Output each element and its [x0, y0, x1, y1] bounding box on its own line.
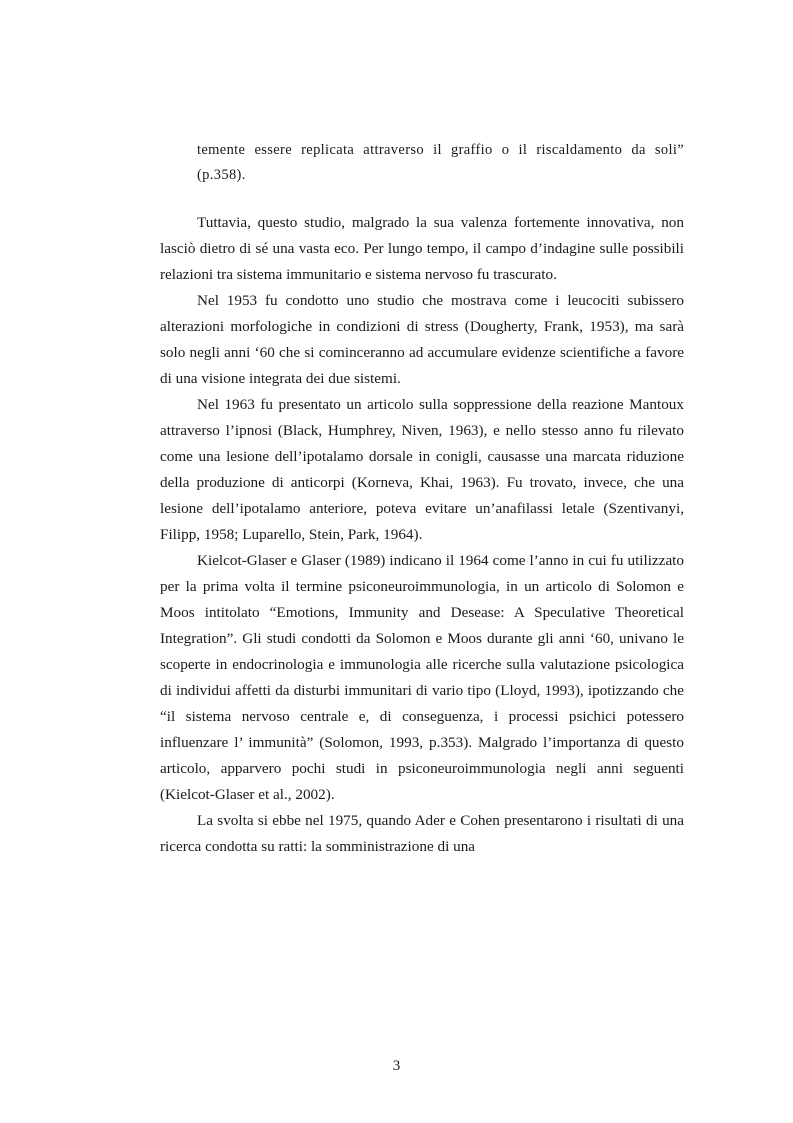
- paragraph: Nel 1963 fu presentato un articolo sulla soppressione della reazione Mantoux attraverso l’ipnosi (Black, Humphrey, Niven, 1963), e nello stesso anno fu rilevato come una lesione dell’ipotalamo dorsale in conigli, causasse una marcata riduzione della produzione di anticorpi (Korneva, Khai, 1963). Fu trovato, invece, che una lesione dell’ipotalamo anteriore, poteva evitare un’anafilassi letale (Szentivanyi, Filipp, 1958; Luparello, Stein, Park, 1964).: [160, 396, 684, 543]
- paragraph: Nel 1953 fu condotto uno studio che mostrava come i leucociti subissero alterazioni morfologiche in condizioni di stress (Dougherty, Frank, 1953), ma sarà solo negli anni ‘60 che si cominceranno ad accumulare evidenze scientifiche a favore di una visione integrata dei due sistemi.: [160, 292, 684, 387]
- paragraph: Kielcot-Glaser e Glaser (1989) indicano il 1964 come l’anno in cui fu utilizzato per la prima volta il termine psiconeuroimmunologia, in un articolo di Solomon e Moos intitolato “Emotions, Immunity and Desease: A Speculative Theoretical Integration”. Gli studi condotti da Solomon e Moos durante gli anni ‘60, univano le scoperte in endocrinologia e immunologia alle ricerche sulla valutazione psicologica di individui affetti da disturbi immunitari di vario tipo (Lloyd, 1993), ipotizzando che “il sistema nervoso centrale e, di conseguenza, i processi psichici potessero influenzare l’ immunità” (Solomon, 1993, p.353). Malgrado l’importanza di questo articolo, apparvero pochi studi in psiconeuroimmunologia negli anni seguenti (Kielcot-Glaser et al., 2002).: [160, 552, 684, 803]
- body-text: [160, 210, 684, 860]
- paragraph: Tuttavia, questo studio, malgrado la sua valenza fortemente innovativa, non lasciò dietro di sé una vasta eco. Per lungo tempo, il campo d’indagine sulle possibili relazioni tra sistema immunitario e sistema nervoso fu trascurato.: [160, 214, 684, 283]
- paragraph: La svolta si ebbe nel 1975, quando Ader e Cohen presentarono i risultati di una ricerca condotta su ratti: la somministrazione di una: [160, 812, 684, 855]
- page-number: 3: [392, 1058, 401, 1074]
- block-quote-continuation: temente essere replicata attraverso il graffio o il riscaldamento da soli” (p.358).: [197, 142, 684, 183]
